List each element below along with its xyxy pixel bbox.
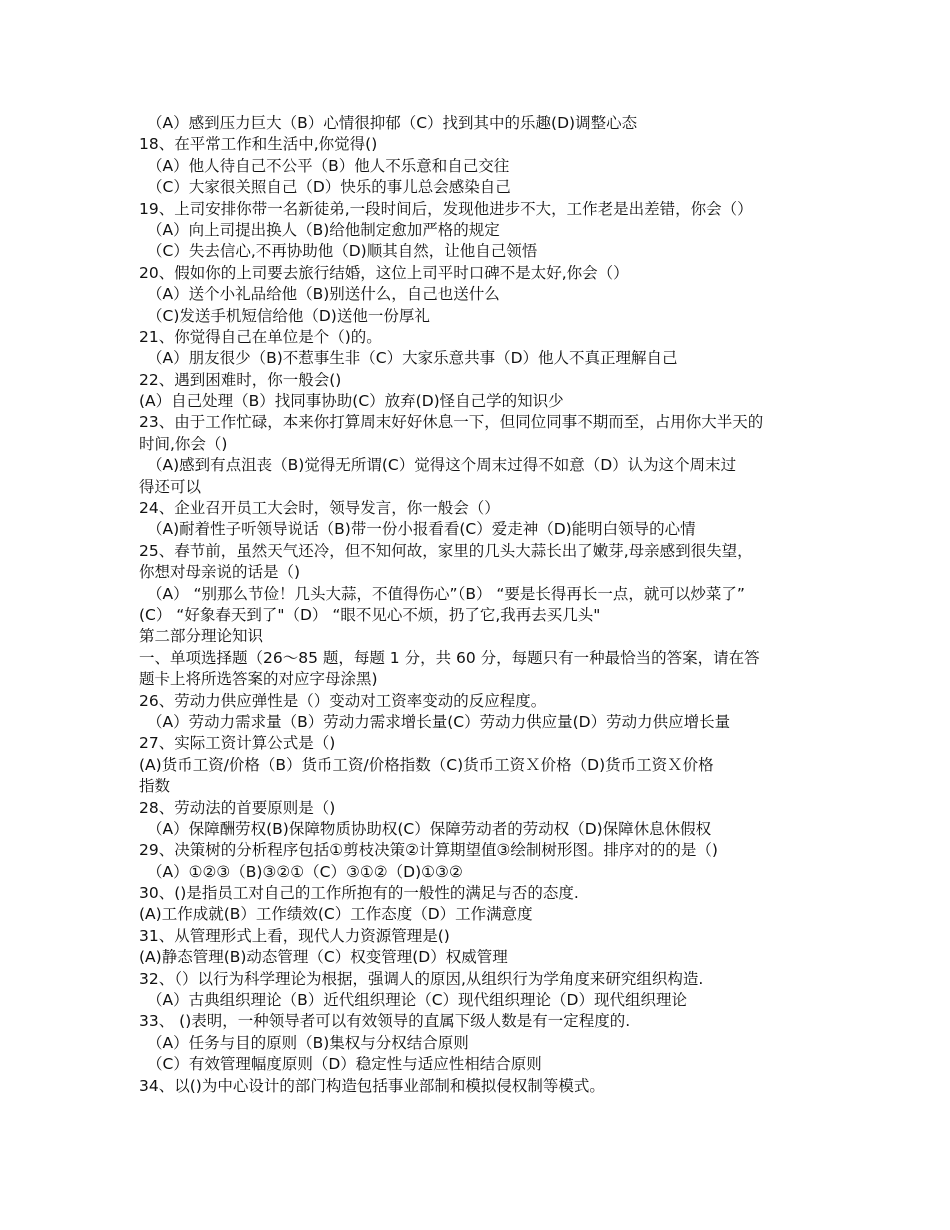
text-line: （C)发送手机短信给他（D)送他一份厚礼: [147, 306, 430, 325]
text-line: （A）他人待自己不公平（B）他人不乐意和自己交往: [147, 156, 510, 175]
text-line: 32、（）以行为科学理论为根据，强调人的原因,从组织行为学角度来研究组织构造.: [139, 969, 704, 988]
text-line: （A） “别那么节俭！几头大蒜，不值得伤心”（B） “要是长得再长一点，就可以炒菜了”: [147, 584, 745, 603]
text-line: 指数: [139, 777, 171, 796]
text-line: (A)静态管理(B)动态管理（C）权变管理(D）权威管理: [139, 948, 508, 967]
text-line: 27、实际工资计算公式是（): [139, 734, 336, 753]
text-line: （A）劳动力需求量（B）劳动力需求增长量(C）劳动力供应量(D）劳动力供应增长量: [147, 712, 731, 731]
text-line: 18、在平常工作和生活中,你觉得(): [139, 135, 378, 154]
text-line: 34、以()为中心设计的部门构造包括事业部制和模拟侵权制等模式。: [139, 1076, 605, 1095]
text-line: 33、 ()表明，一种领导者可以有效领导的直属下级人数是有一定程度的.: [139, 1012, 631, 1031]
text-line: （A）①②③（B)③②①（C）③①②（D)①③②: [147, 862, 463, 881]
text-line: （C）失去信心,不再协助他（D)顺其自然，让他自己领悟: [147, 242, 538, 261]
text-line: 29、决策树的分析程序包括①剪枝决策②计算期望值③绘制树形图。排序对的的是（): [139, 841, 718, 860]
text-line: （A）朋友很少（B)不惹事生非（C）大家乐意共事（D）他人不真正理解自己: [147, 349, 678, 368]
text-line: (A)工作成就(B）工作绩效(C）工作态度（D）工作满意度: [139, 905, 533, 924]
text-line: (A）自己处理（B）找同事协助(C）放弃(D)怪自己学的知识少: [139, 392, 564, 411]
text-line: 30、()是指员工对自己的工作所抱有的一般性的满足与否的态度.: [139, 884, 579, 903]
text-line: 时间,你会（): [139, 434, 228, 453]
text-line: (A)货币工资/价格（B）货币工资/价格指数（C)货币工资Ｘ价格（D)货币工资Ｘ价格: [139, 755, 714, 774]
text-line: 第二部分理论知识: [139, 627, 264, 646]
text-line: 25、春节前，虽然天气还冷，但不知何故，家里的几头大蒜长出了嫩芽,母亲感到很失望，: [139, 541, 753, 560]
text-line: 28、劳动法的首要原则是（): [139, 798, 336, 817]
text-line: 得还可以: [139, 477, 202, 496]
text-line: 19、上司安排你带一名新徒弟,一段时间后，发现他进步不大，工作老是出差错，你会（）: [139, 199, 753, 218]
text-line: 20、假如你的上司要去旅行结婚，这位上司平时口碑不是太好,你会（）: [139, 263, 629, 282]
text-line: （A)耐着性子听领导说话（B)带一份小报看看(C）爱走神（D)能明白领导的心情: [147, 520, 696, 539]
text-line: 你想对母亲说的话是（): [139, 563, 301, 582]
text-line: 22、遇到困难时，你一般会(): [139, 370, 342, 389]
text-line: （A）感到压力巨大（B）心情很抑郁（C）找到其中的乐趣(D)调整心态: [147, 114, 638, 132]
text-line: （A）保障酬劳权(B)保障物质协助权(C）保障劳动者的劳动权（D)保障休息休假权: [147, 819, 712, 838]
text-line: （A）向上司提出换人（B)给他制定愈加严格的规定: [147, 220, 500, 239]
text-line: 26、劳动力供应弹性是（）变动对工资率变动的反应程度。: [139, 691, 547, 710]
text-line: （A）任务与目的原则（B)集权与分权结合原则: [147, 1033, 469, 1052]
text-line: （C）大家很关照自己（D）快乐的事儿总会感染自己: [147, 178, 511, 197]
text-line: 24、企业召开员工大会时，领导发言，你一般会（）: [139, 499, 500, 518]
text-line: 一、单项选择题（26～85 题，每题 1 分，共 60 分，每题只有一种最恰当的答案，请在答: [139, 648, 760, 667]
text-line: 题卡上将所选答案的对应字母涂黑): [139, 670, 378, 689]
text-line: 31、从管理形式上看，现代人力资源管理是(): [139, 926, 450, 945]
text-line: 21、你觉得自己在单位是个（)的。: [139, 327, 382, 346]
text-line: （A）送个小礼品给他（B)别送什么，自己也送什么: [147, 285, 500, 304]
text-line: （C）有效管理幅度原则（D）稳定性与适应性相结合原则: [147, 1055, 542, 1074]
text-line: (C） “好象春天到了"（D） “眼不见心不烦，扔了它,我再去买几头": [139, 605, 601, 624]
text-line: 23、由于工作忙碌，本来你打算周末好好休息一下，但同位同事不期而至，占用你大半天的: [139, 413, 764, 432]
text-line: （A)感到有点沮丧（B)觉得无所谓(C）觉得这个周末过得不如意（D）认为这个周末过: [147, 456, 737, 475]
document-page: [139, 113, 809, 1097]
text-line: （A）古典组织理论（B）近代组织理论（C）现代组织理论（D）现代组织理论: [147, 991, 687, 1010]
